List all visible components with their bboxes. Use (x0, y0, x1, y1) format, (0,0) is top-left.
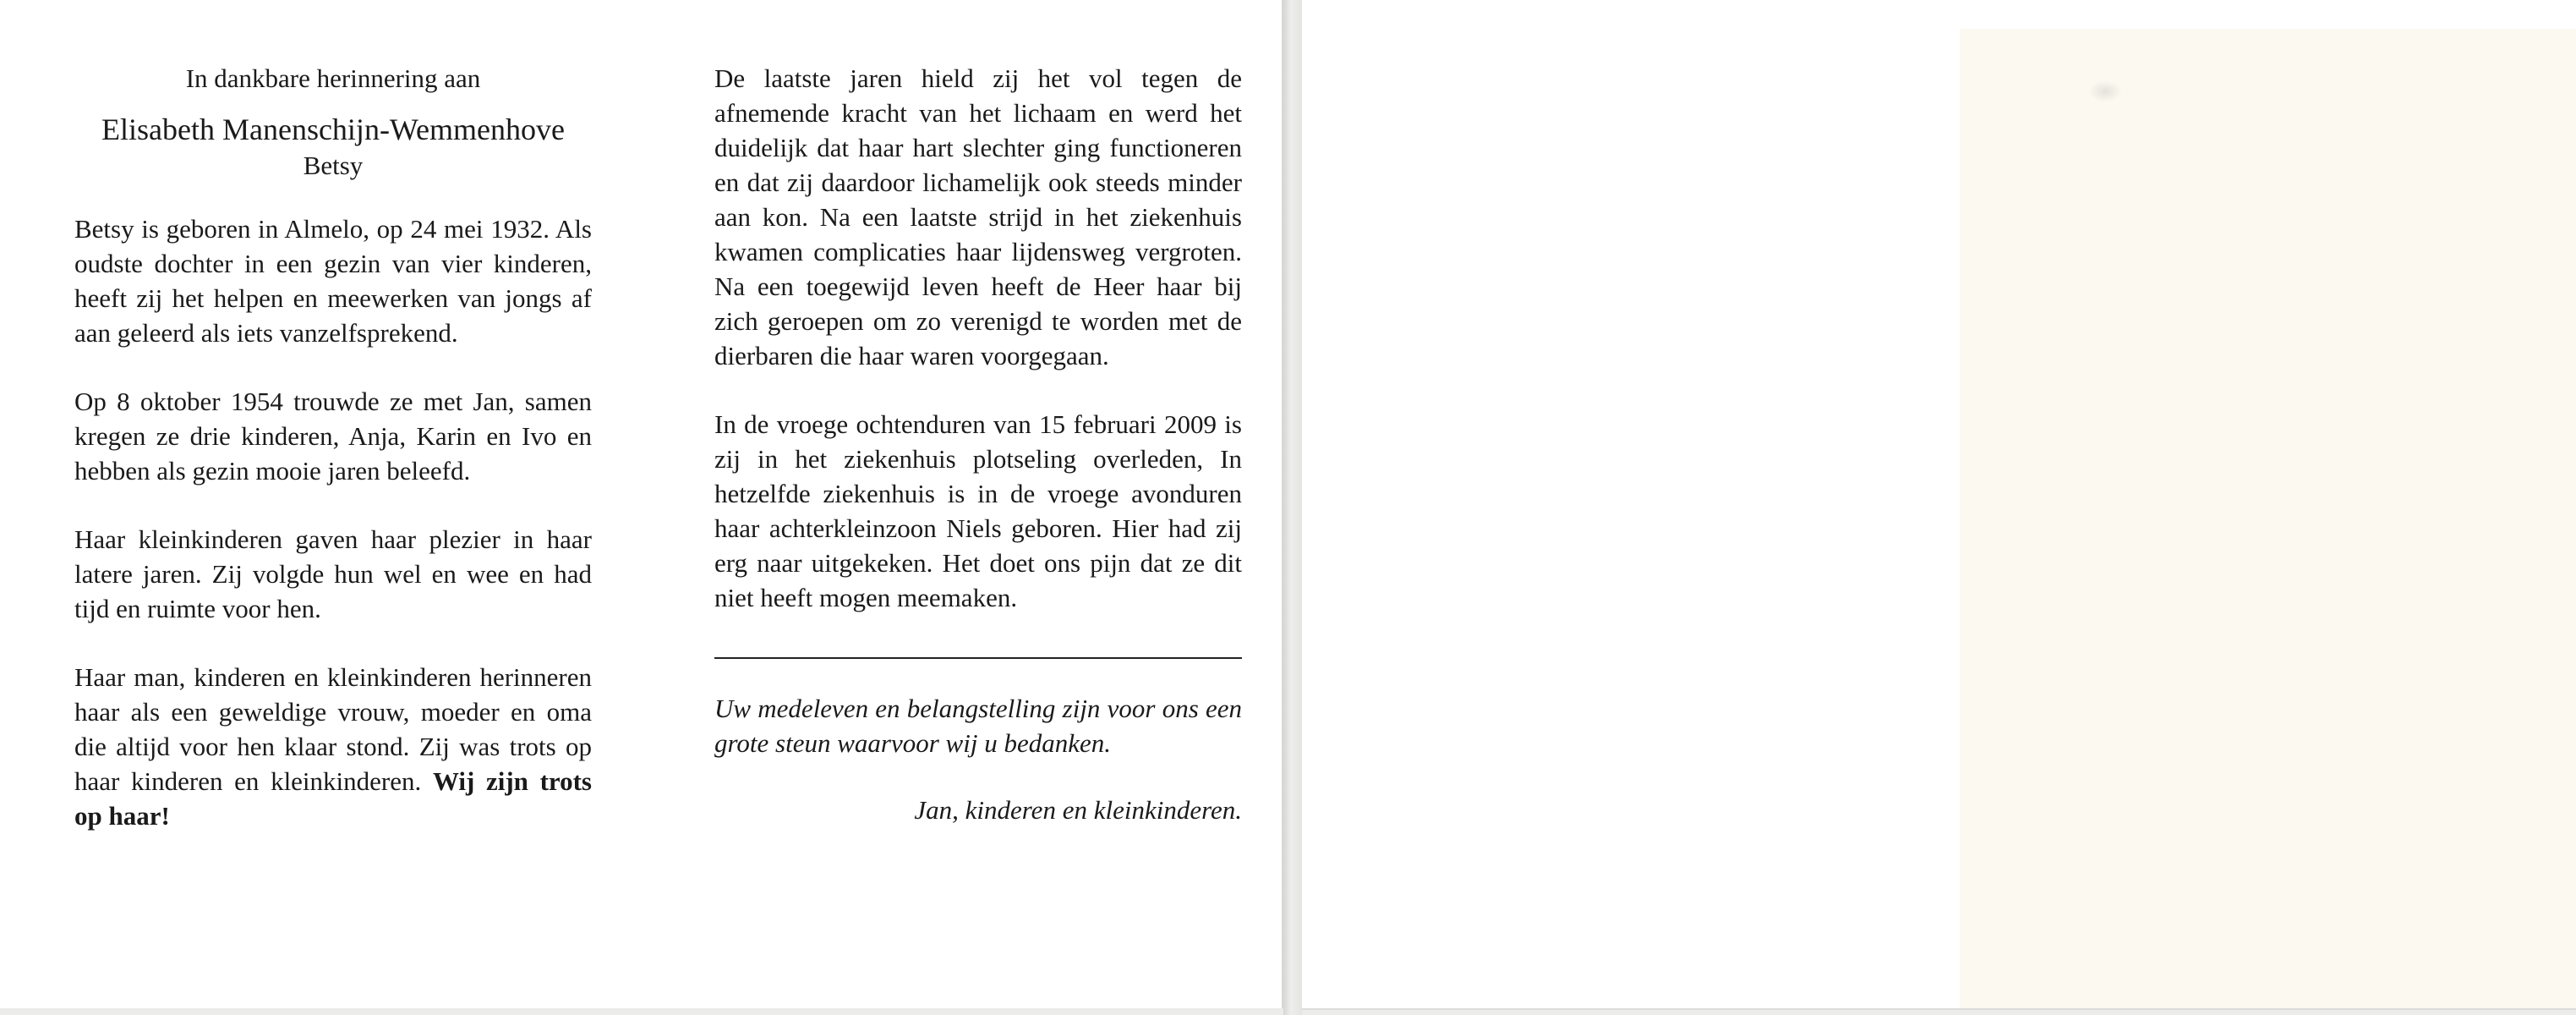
paragraph-passing: In de vroege ochtenduren van 15 februari 2009 is zij in het ziekenhuis plotseling overleden, In hetzelfde ziekenhuis is in de vroege avonduren haar achterkleinzoon Niels geboren. Hier had zij erg naar uitgekeken. Het doet ons pijn dat ze dit niet heeft mogen meemaken. (714, 409, 1242, 612)
intro-line: In dankbare herinnering aan (185, 63, 481, 93)
blank-photo-area (1960, 29, 2576, 1008)
paragraph-remembrance (74, 660, 592, 833)
paper-mark (2088, 80, 2122, 102)
left-inner-page (0, 0, 1283, 1008)
divider-line (714, 657, 1242, 659)
paragraph-marriage: Op 8 oktober 1954 trouwde ze met Jan, samen kregen ze drie kinderen, Anja, Karin en Ivo en hebben als gezin mooie jaren beleefd. (74, 387, 592, 486)
card-fold (1283, 0, 1302, 1015)
thanks-text: Uw medeleven en belangstelling zijn voor ons een grote steun waarvoor wij u bedanken. (714, 694, 1242, 758)
paragraph-grandchildren: Haar kleinkinderen gaven haar plezier in haar latere jaren. Zij volgde hun wel en wee en had tijd en ruimte voor hen. (74, 524, 592, 623)
deceased-name: Elisabeth Manenschijn-Wemmenhove (101, 112, 565, 146)
remembrance-emphasis: Wij zijn trots op haar! (74, 766, 592, 831)
remembrance-text: Haar man, kinderen en kleinkinderen herinneren haar als een geweldige vrouw, moeder en oma die altijd voor hen klaar stond. Zij was trots op haar kinderen en kleinkinderen. (74, 662, 592, 796)
deceased-nickname: Betsy (303, 151, 364, 180)
paragraph-birth: Betsy is geboren in Almelo, op 24 mei 1932. Als oudste dochter in een gezin van vier kinderen, heeft zij het helpen en meewerken van jongs af aan geleerd als iets vanzelfsprekend. (74, 214, 592, 348)
paragraph-final-years: De laatste jaren hield zij het vol tegen de afnemende kracht van het lichaam en werd het duidelijk dat haar hart slechter ging functioneren en dat zij daardoor lichamelijk ook steeds minder aan kon. Na een laatste strijd in het ziekenhuis kwamen complicaties haar lijdensweg vergroten. Na een toegewijd leven heeft de Heer haar bij zich geroepen om zo verenigd te worden met de dierbaren die haar waren voorgegaan. (714, 63, 1242, 370)
left-text-column (74, 61, 592, 833)
family-signature: Jan, kinderen en kleinkinderen. (914, 795, 1242, 825)
right-text-column (714, 61, 1242, 827)
